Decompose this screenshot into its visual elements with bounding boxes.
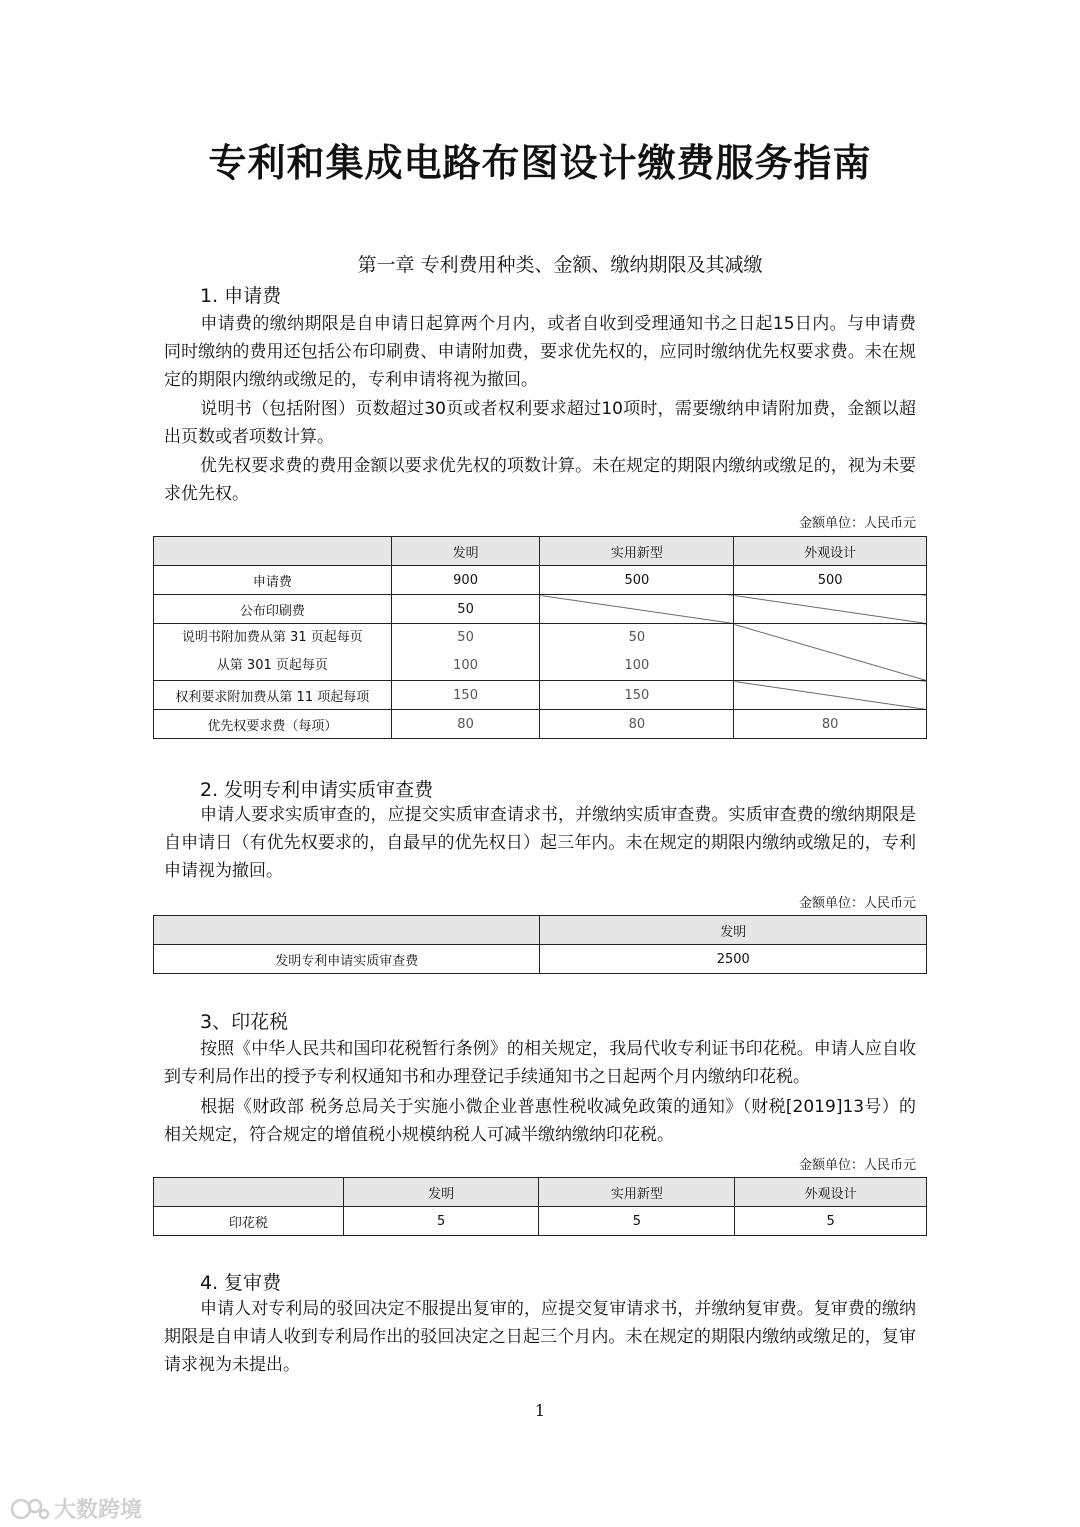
row-label: 优先权要求费（每项） [154,710,392,739]
table-row [154,566,927,595]
table-row [154,681,927,710]
table-header-row [154,916,927,945]
section-2-heading: 2. 发明专利申请实质审查费 [200,779,434,801]
table-cell: 80 [734,710,927,739]
table-cell: 50 [391,595,540,624]
not-applicable-cell [734,624,927,681]
table-header-cell: 外观设计 [735,1178,927,1207]
table-row [154,945,927,974]
table-cell: 500 [734,566,927,595]
row-label: 申请费 [154,566,392,595]
table-header-cell [154,1178,344,1207]
table-header-row [154,537,927,566]
document-title: 专利和集成电路布图设计缴费服务指南 [208,141,872,185]
row-label: 公布印刷费 [154,595,392,624]
table-row [154,624,927,681]
section-3-heading: 3、印花税 [200,1011,289,1033]
not-applicable-cell [734,681,927,710]
section-1-amount-unit: 金额单位：人民币元 [798,516,916,531]
not-applicable-cell [734,595,927,624]
section-3-paragraph-1: 按照《中华人民共和国印花税暂行条例》的相关规定，我局代收专利证书印花税。申请人应自收到专利局作出的授予专利权通知书和办理登记手续通知书之日起两个月内缴纳印花税。 [164,1039,916,1087]
row-label: 发明专利申请实质审查费 [154,945,540,974]
cell-value: 100 [453,658,478,673]
row-label-line: 从第 301 页起每页 [216,658,328,673]
section-3-paragraph-2: 根据《财政部 税务总局关于实施小微企业普惠性税收减免政策的通知》（财税[2019]13号）的相关规定，符合规定的增值税小规模纳税人可减半缴纳缴纳印花税。 [164,1097,916,1145]
table-header-cell: 发明 [391,537,540,566]
page-number: 1 [534,1401,546,1420]
section-1-paragraph-1: 申请费的缴纳期限是自申请日起算两个月内，或者自收到受理通知书之日起15日内。与申请费同时缴纳的费用还包括公布印刷费、申请附加费，要求优先权的，应同时缴纳优先权要求费。未在规定的期限内缴纳或缴足的，专利申请将视为撤回。 [164,314,916,390]
table-header-row [154,1178,927,1207]
table-cell: 500 [540,566,734,595]
table-row [154,710,927,739]
row-label-line: 说明书附加费从第 31 页起每页 [181,630,363,645]
table-cell: 900 [391,566,540,595]
section-1-heading: 1. 申请费 [200,285,282,307]
table-cell: 5 [343,1207,539,1236]
application-fee-table [153,536,927,739]
table-cell: 150 [540,681,734,710]
row-label: 印花税 [154,1207,344,1236]
section-3-amount-unit: 金额单位：人民币元 [798,1158,916,1173]
stamp-tax-table [153,1177,927,1236]
table-cell [540,624,734,681]
chapter-heading: 第一章 专利费用种类、金额、缴纳期限及其减缴 [357,254,763,276]
table-cell [391,624,540,681]
table-row [154,1207,927,1236]
table-header-cell: 外观设计 [734,537,927,566]
not-applicable-cell [540,595,734,624]
section-4-heading: 4. 复审费 [200,1272,282,1294]
cell-value: 50 [457,630,474,645]
row-label: 权利要求附加费从第 11 项起每项 [154,681,392,710]
table-cell: 150 [391,681,540,710]
table-header-cell: 发明 [343,1178,539,1207]
table-cell: 5 [735,1207,927,1236]
table-cell: 80 [391,710,540,739]
table-row [154,595,927,624]
table-header-cell: 实用新型 [540,537,734,566]
cell-value: 100 [624,658,650,673]
watermark [10,1493,142,1524]
section-1-paragraph-2: 说明书（包括附图）页数超过30页或者权利要求超过10项时，需要缴纳申请附加费，金额以超出页数或者项数计算。 [164,399,916,447]
row-label [154,624,392,681]
table-header-cell [154,537,392,566]
table-cell: 80 [540,710,734,739]
table-cell: 5 [539,1207,735,1236]
section-4-paragraph-1: 申请人对专利局的驳回决定不服提出复审的，应提交复审请求书，并缴纳复审费。复审费的缴纳期限是自申请人收到专利局作出的驳回决定之日起三个月内。未在规定的期限内缴纳或缴足的，复审请求视为未提出。 [164,1299,916,1375]
section-2-paragraph-1: 申请人要求实质审查的，应提交实质审查请求书，并缴纳实质审查费。实质审查费的缴纳期限是自申请日（有优先权要求的，自最早的优先权日）起三年内。未在规定的期限内缴纳或缴足的，专利申请视为撤回。 [164,805,916,881]
table-header-cell [154,916,540,945]
examination-fee-table [153,915,927,974]
table-header-cell: 发明 [540,916,927,945]
table-cell: 2500 [540,945,927,974]
section-1-paragraph-3: 优先权要求费的费用金额以要求优先权的项数计算。未在规定的期限内缴纳或缴足的，视为未要求优先权。 [164,456,916,504]
watermark-logo-icon [10,1495,50,1523]
cell-value: 50 [628,630,646,645]
table-header-cell: 实用新型 [539,1178,735,1207]
section-2-amount-unit: 金额单位：人民币元 [798,896,916,911]
watermark-text: 大数跨境 [54,1498,143,1523]
